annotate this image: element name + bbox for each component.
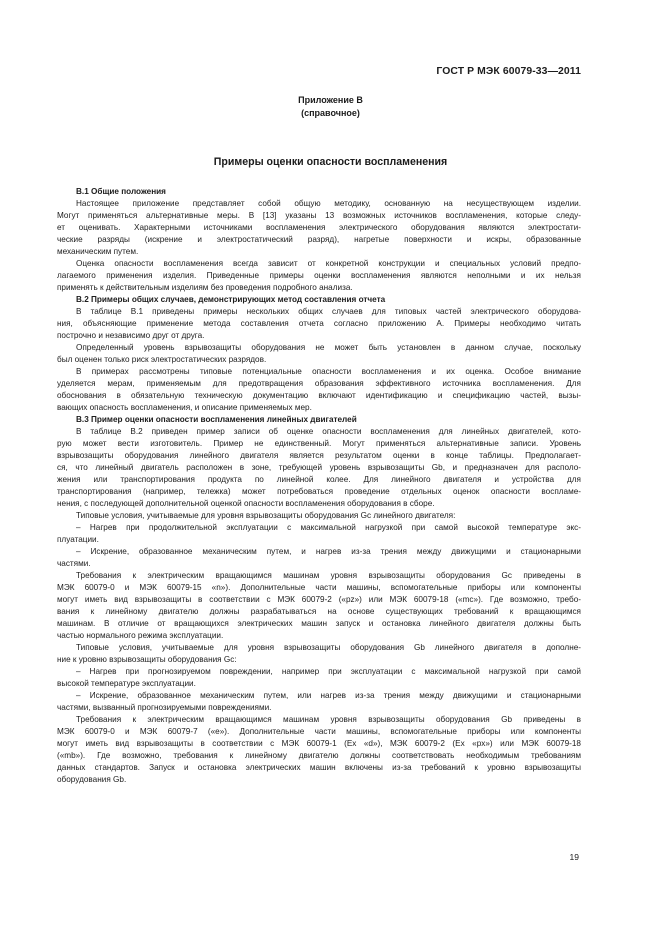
text-line: ческие разряды (искрение и электростатический разряд), нагретые поверхности и искры, образованные — [57, 235, 581, 244]
text-line: применять к действительным изделиям без проведения подробного анализа. — [57, 283, 353, 292]
text-line: МЭК 60079-0 и МЭК 60079-7 («е»). Дополнительные части машины, вспомогательные приборы или компоненты — [57, 727, 581, 736]
text-line: могут иметь вид взрывозащиты в соответствии с МЭК 60079-2 («pz») или МЭК 60079-18 («mc»). Где возможно, требо- — [57, 595, 581, 604]
main-title: Примеры оценки опасности воспламенения — [213, 156, 448, 168]
text-line: – Искрение, образованное механическим путем, или нагрев из-за трения между движущими и стационарными — [76, 691, 581, 700]
text-line: нения, с последующей дополнительной оценкой опасности воспламенения оборудования в сборе. — [57, 499, 435, 508]
text-line: ся, что линейный двигатель расположен в зоне, требующей уровень взрывозащиты Gb, и предназначен для располо- — [57, 463, 581, 472]
text-line: В примерах рассмотрены типовые потенциальные опасности воспламенения и их оценка. Особое внимание — [76, 367, 581, 376]
annex-subtitle: (справочное) — [301, 108, 360, 118]
text-line: Требования к электрическим вращающимся машинам уровня взрывозащиты оборудования Gc приведены в — [76, 571, 581, 580]
text-line: В таблице В.2 приведен пример записи об оценке опасности воспламенения для линейных двигателей, кото- — [76, 427, 581, 436]
text-line: В таблице В.1 приведены примеры нескольких общих случаев для типовых частей электрического оборудова- — [76, 307, 581, 316]
text-line: Требования к электрическим вращающимся машинам уровня взрывозащиты оборудования Gb приведены в — [76, 715, 581, 724]
text-line: уделяется мерам, применяемым для предотвращения образования эффективного источника воспламенения. Для — [57, 379, 581, 388]
text-line: Могут применяться альтернативные меры. В [13] указаны 13 возможных источников воспламенения, которые следу- — [57, 211, 581, 220]
text-line: построчно и независимо друг от друга. — [57, 331, 205, 340]
text-line: частями. — [57, 559, 91, 568]
section-heading: В.3 Пример оценки опасности воспламенения линейных двигателей — [76, 415, 357, 424]
annex-title: Приложение В — [298, 95, 363, 105]
text-line: ет оценивать. Характерными источниками воспламенения электрического оборудования являются электростати- — [57, 223, 581, 232]
text-line: транспортирования (например, тележка) может потребоваться проведение отдельных оценок опасности воспламе- — [57, 487, 581, 496]
section-heading: В.2 Примеры общих случаев, демонстрирующих метод составления отчета — [76, 295, 386, 304]
text-line: ние к уровню взрывозащиты оборудования Gc: — [57, 655, 237, 664]
text-line: плуатации. — [57, 535, 99, 544]
text-line: взрывозащиты оборудования линейного двигателя является результатом оценки в конце таблицы. Предполагает- — [57, 451, 581, 460]
text-line: данных стандартов. Запуск и остановка электрических машин включены из-за требований к уровню взрывозащиты — [57, 763, 581, 772]
text-line: машинам. В отличие от вращающихся электрических машин запуск и остановка линейного двигателя должны быть — [57, 619, 581, 628]
text-line: Определенный уровень взрывозащиты оборудования не может быть установлен в данном случае, поскольку — [76, 343, 581, 352]
text-line: частями, вызванный прогнозируемыми повреждениями. — [57, 703, 272, 712]
text-line: ния, объясняющие применение метода составления отчета согласно приложению А. Примеры необходимо читать — [57, 319, 581, 328]
text-line: механическим путем. — [57, 247, 139, 256]
text-line: Настоящее приложение представляет собой общую методику, основанную на несуществующем изделии. — [76, 199, 581, 208]
text-line: вающих опасность воспламенения, и описание применяемых мер. — [57, 403, 312, 412]
text-line: Типовые условия, учитываемые для уровня взрывозащиты оборудования Gc линейного двигателя: — [76, 511, 456, 520]
standard-code: ГОСТ Р МЭК 60079-33—2011 — [436, 66, 581, 77]
text-line: – Искрение, образованное механическим путем, и нагрев из-за трения между движущими и стационарными — [76, 547, 581, 556]
text-line: Оценка опасности воспламенения всегда зависит от конкретной конструкции и специальных условий предпо- — [76, 259, 581, 268]
text-line: могут иметь вид взрывозащиты в соответствии с МЭК 60079-1 (Ех «d»), МЭК 60079-2 (Ех «px») или МЭК 60079-18 — [57, 739, 581, 748]
text-line: обоснования в обязательную техническую документацию включают идентификацию и спецификацию частей, вызы- — [57, 391, 581, 400]
text-line: МЭК 60079-0 и МЭК 60079-15 «n»). Дополнительные части машины, вспомогательные приборы или компоненты — [57, 583, 581, 592]
text-line: жения или транспортирования продукта по линейной колее. Для линейного двигателя и устройства для — [57, 475, 581, 484]
text-line: Типовые условия, учитываемые для уровня взрывозащиты оборудования Gb линейного двигателя в дополне- — [76, 643, 581, 652]
section-heading: В.1 Общие положения — [76, 187, 166, 196]
text-line: оборудования Gb. — [57, 775, 127, 784]
text-line: высокой температуре эксплуатации. — [57, 679, 196, 688]
text-line: – Нагрев при продолжительной эксплуатации с максимальной нагрузкой при самой высокой температуре экс- — [76, 523, 581, 532]
text-line: – Нагрев при прогнозируемом повреждении, например при эксплуатации с максимальной нагрузкой при самой — [76, 667, 581, 676]
text-line: рую может вести изготовитель. Пример не единственный. Могут применяться альтернативные записи. Уровень — [57, 439, 581, 448]
body-text — [57, 186, 581, 786]
text-line: («mb»). Где возможно, требования к линейному двигателю должны соответствовать необходимым требованиям — [57, 751, 581, 760]
text-line: частью нормального режима эксплуатации. — [57, 631, 224, 640]
text-line: лагаемого применения изделия. Приведенные примеры оценки воспламенения являются неполными и их нельзя — [57, 271, 581, 280]
text-line: был оценен только риск электростатических разрядов. — [57, 355, 267, 364]
text-line: вания к линейному двигателю должны разрабатываться на основе существующих требований к вращающимся — [57, 607, 581, 616]
page-number: 19 — [569, 852, 579, 862]
